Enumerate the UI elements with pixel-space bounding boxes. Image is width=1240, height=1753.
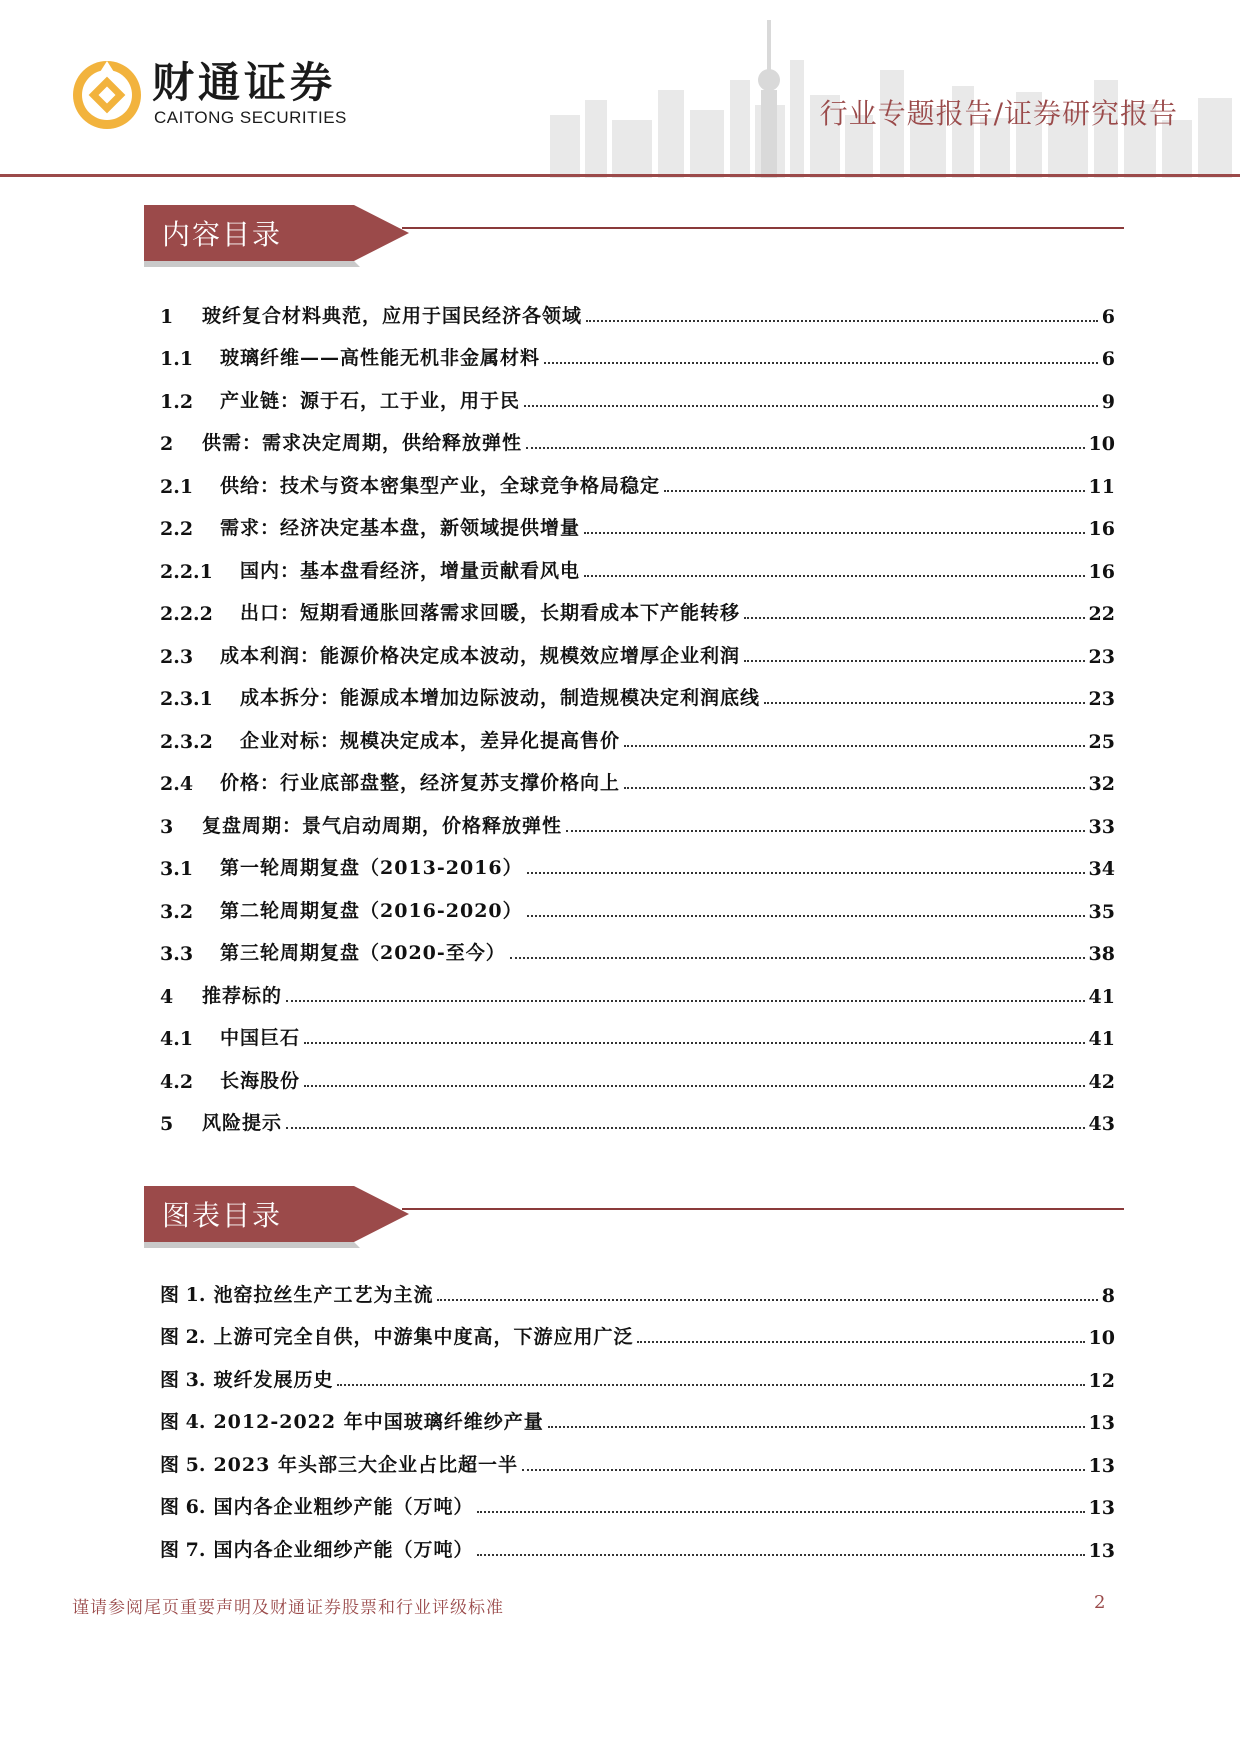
dot-leader	[510, 957, 1085, 959]
toc-entry[interactable]	[160, 710, 1115, 753]
dot-leader	[477, 1511, 1084, 1513]
toc-entry-page: 23	[1088, 688, 1115, 710]
toc-entry-number: 2.3.1	[160, 688, 213, 710]
figure-title: 国内各企业细纱产能（万吨）	[213, 1538, 474, 1561]
toc-entry-title: 玻璃纤维——高性能无机非金属材料	[220, 347, 541, 369]
toc-entry-page: 32	[1088, 773, 1115, 795]
toc-entry-title: 玻纤复合材料典范，应用于国民经济各领域	[202, 304, 583, 327]
toc-entry-title: 推荐标的	[202, 984, 283, 1007]
figure-entry[interactable]	[160, 1477, 1115, 1520]
toc-entry[interactable]	[160, 498, 1115, 541]
toc-entry-page: 33	[1088, 815, 1115, 838]
dot-leader	[664, 490, 1085, 492]
figure-page-number: 13	[1088, 1539, 1115, 1562]
toc-entry[interactable]	[160, 668, 1115, 711]
toc-entry-number: 2	[160, 433, 174, 455]
toc-entry-title: 第三轮周期复盘（2020-至今）	[220, 942, 506, 964]
toc-entry-title: 成本利润：能源价格决定成本波动，规模效应增厚企业利润	[220, 644, 741, 667]
dot-leader	[337, 1384, 1084, 1386]
figure-page-number: 10	[1088, 1327, 1115, 1349]
toc-entry-title: 供给：技术与资本密集型产业，全球竞争格局稳定	[220, 474, 661, 497]
figure-number: 图 6.	[160, 1496, 206, 1518]
figure-entry[interactable]	[160, 1392, 1115, 1435]
toc-entry-page: 23	[1088, 645, 1115, 668]
footer-page-number: 2	[1094, 1592, 1106, 1613]
toc-entry[interactable]	[160, 583, 1115, 626]
toc-entry-title: 国内：基本盘看经济，增量贡献看风电	[240, 559, 581, 582]
dot-leader	[304, 1042, 1085, 1044]
figure-number: 图 7.	[160, 1538, 206, 1561]
figure-entry[interactable]	[160, 1307, 1115, 1350]
toc-entry-number: 1	[160, 305, 174, 328]
header-divider	[0, 174, 1240, 177]
toc-entry[interactable]	[160, 838, 1115, 881]
toc-entry[interactable]	[160, 1050, 1115, 1093]
toc-entry-page: 9	[1101, 390, 1115, 413]
figure-entry[interactable]	[160, 1519, 1115, 1562]
toc-entry[interactable]	[160, 285, 1115, 328]
toc-entry-number: 3.1	[160, 858, 194, 880]
figure-number: 图 3.	[160, 1368, 206, 1391]
figure-page-number: 12	[1088, 1369, 1115, 1392]
figure-page-number: 8	[1101, 1284, 1115, 1307]
figure-number: 图 2.	[160, 1326, 206, 1348]
dot-leader	[286, 1127, 1085, 1129]
dot-leader	[566, 830, 1085, 832]
page-header	[0, 0, 1240, 180]
toc-entry-title: 风险提示	[202, 1112, 283, 1134]
toc-entry-number: 2.2.2	[160, 603, 213, 625]
figure-number: 图 4.	[160, 1411, 206, 1433]
dot-leader	[477, 1554, 1084, 1556]
toc-entry[interactable]	[160, 965, 1115, 1008]
figure-page-number: 13	[1088, 1454, 1115, 1477]
toc-banner	[144, 205, 1124, 267]
toc-entry-number: 2.3	[160, 645, 194, 668]
report-type-label: 行业专题报告/证券研究报告	[819, 97, 1178, 130]
figure-entry[interactable]	[160, 1264, 1115, 1307]
figure-number: 图 1.	[160, 1283, 206, 1306]
toc-entry-number: 2.2	[160, 518, 194, 540]
dot-leader	[286, 1000, 1085, 1002]
toc-entry-page: 16	[1088, 560, 1115, 583]
toc-entry-page: 35	[1088, 900, 1115, 923]
figure-title: 国内各企业粗纱产能（万吨）	[213, 1496, 474, 1518]
toc-entry-number: 4.2	[160, 1070, 194, 1093]
toc-entry-number: 3.3	[160, 943, 194, 965]
figures-banner	[144, 1186, 1124, 1248]
toc-entry-page: 43	[1088, 1113, 1115, 1135]
figure-entry[interactable]	[160, 1349, 1115, 1392]
dot-leader	[527, 872, 1085, 874]
figure-title: 上游可完全自供，中游集中度高，下游应用广泛	[213, 1326, 634, 1348]
toc-entry[interactable]	[160, 625, 1115, 668]
figure-entry[interactable]	[160, 1434, 1115, 1477]
toc-entry-title: 企业对标：规模决定成本，差异化提高售价	[240, 729, 621, 752]
toc-entry-page: 34	[1088, 858, 1115, 880]
dot-leader	[586, 320, 1098, 322]
toc-entry-page: 38	[1088, 943, 1115, 965]
toc-heading: 内容目录	[162, 218, 283, 251]
dot-leader	[584, 575, 1085, 577]
dot-leader	[624, 787, 1085, 789]
toc-entry-page: 22	[1088, 603, 1115, 625]
toc-entry-number: 4	[160, 985, 174, 1008]
toc-entry[interactable]	[160, 1093, 1115, 1136]
toc-entry-page: 25	[1088, 730, 1115, 753]
dot-leader	[526, 447, 1085, 449]
toc-entry-title: 出口：短期看通胀回落需求回暖，长期看成本下产能转移	[240, 602, 741, 624]
toc-entry[interactable]	[160, 413, 1115, 456]
toc-entry-number: 4.1	[160, 1028, 194, 1050]
toc-entry-page: 11	[1088, 475, 1115, 498]
dot-leader	[527, 915, 1085, 917]
toc-entry[interactable]	[160, 753, 1115, 796]
figure-title: 2012-2022 年中国玻璃纤维纱产量	[213, 1411, 544, 1433]
toc-entry-number: 2.1	[160, 475, 194, 498]
dot-leader	[624, 745, 1085, 747]
toc-entry-page: 16	[1088, 518, 1115, 540]
toc-entry[interactable]	[160, 1008, 1115, 1051]
figure-number: 图 5.	[160, 1453, 206, 1476]
toc-entry-number: 3	[160, 815, 174, 838]
toc-entry[interactable]	[160, 880, 1115, 923]
dot-leader	[548, 1426, 1085, 1428]
list-of-figures	[160, 1264, 1115, 1562]
dot-leader	[637, 1341, 1084, 1343]
caitong-logo-icon	[70, 58, 144, 132]
toc-banner-line	[402, 227, 1124, 229]
toc-entry[interactable]	[160, 370, 1115, 413]
table-of-contents	[160, 285, 1115, 1135]
dot-leader	[744, 617, 1085, 619]
toc-entry[interactable]	[160, 795, 1115, 838]
dot-leader	[522, 1469, 1085, 1471]
toc-entry-page: 6	[1101, 305, 1115, 328]
dot-leader	[304, 1085, 1085, 1087]
toc-entry-page: 41	[1088, 1028, 1115, 1050]
brand-name-cn: 财通证券	[152, 58, 337, 107]
dot-leader	[584, 532, 1085, 534]
figures-heading: 图表目录	[162, 1199, 283, 1232]
toc-entry[interactable]	[160, 540, 1115, 583]
toc-entry[interactable]	[160, 328, 1115, 371]
toc-entry-title: 价格：行业底部盘整，经济复苏支撑价格向上	[220, 772, 621, 794]
dot-leader	[764, 702, 1085, 704]
toc-entry-number: 2.2.1	[160, 560, 213, 583]
toc-entry-title: 长海股份	[220, 1069, 301, 1092]
figures-banner-line	[402, 1208, 1124, 1210]
dot-leader	[744, 660, 1085, 662]
footer-disclaimer: 谨请参阅尾页重要声明及财通证券股票和行业评级标准	[72, 1598, 504, 1618]
toc-entry-title: 产业链：源于石，工于业，用于民	[220, 389, 521, 412]
toc-entry-number: 2.3.2	[160, 730, 213, 753]
dot-leader	[544, 362, 1098, 364]
toc-entry-title: 第二轮周期复盘（2016-2020）	[220, 899, 523, 922]
toc-entry[interactable]	[160, 455, 1115, 498]
toc-entry-page: 41	[1088, 985, 1115, 1008]
figure-page-number: 13	[1088, 1497, 1115, 1519]
figure-page-number: 13	[1088, 1412, 1115, 1434]
dot-leader	[524, 405, 1098, 407]
toc-entry-number: 1.1	[160, 348, 194, 370]
toc-entry-title: 供需：需求决定周期，供给释放弹性	[202, 432, 523, 454]
toc-entry[interactable]	[160, 923, 1115, 966]
toc-entry-title: 复盘周期：景气启动周期，价格释放弹性	[202, 814, 563, 837]
toc-entry-title: 需求：经济决定基本盘，新领域提供增量	[220, 517, 581, 539]
figure-title: 玻纤发展历史	[213, 1368, 334, 1391]
toc-entry-number: 3.2	[160, 900, 194, 923]
toc-entry-page: 42	[1088, 1070, 1115, 1093]
dot-leader	[437, 1299, 1097, 1301]
toc-entry-number: 1.2	[160, 390, 194, 413]
figure-title: 池窑拉丝生产工艺为主流	[213, 1283, 434, 1306]
brand-name-en: CAITONG SECURITIES	[154, 108, 347, 127]
toc-entry-number: 2.4	[160, 773, 194, 795]
toc-entry-title: 第一轮周期复盘（2013-2016）	[220, 857, 523, 879]
toc-entry-page: 10	[1088, 433, 1115, 455]
toc-entry-page: 6	[1101, 348, 1115, 370]
toc-entry-title: 成本拆分：能源成本增加边际波动，制造规模决定利润底线	[240, 687, 761, 709]
toc-entry-number: 5	[160, 1113, 174, 1135]
figure-title: 2023 年头部三大企业占比超一半	[213, 1453, 518, 1476]
toc-entry-title: 中国巨石	[220, 1027, 301, 1049]
